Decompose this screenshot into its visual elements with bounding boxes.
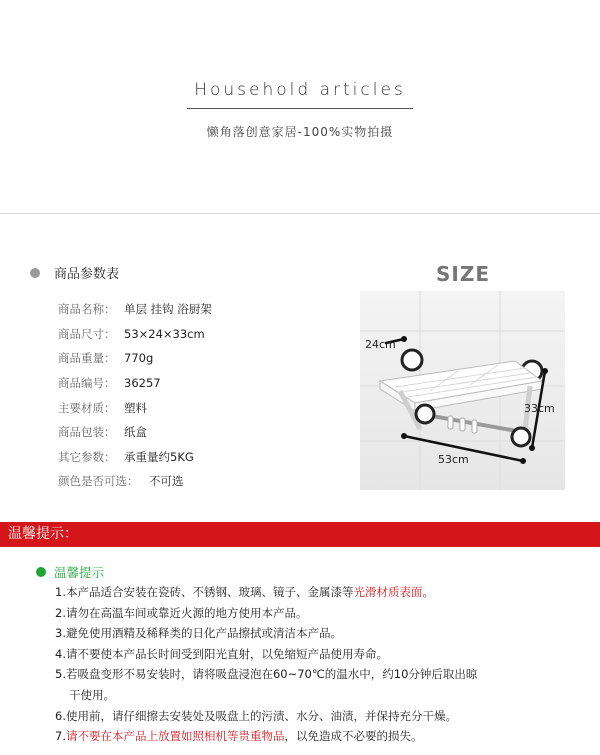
hero-title: Household articles: [194, 80, 406, 100]
tip-item: [55, 706, 595, 727]
bullet-dot-icon: [36, 567, 46, 577]
tip-text: 5.若吸盘变形不易安装时，请将吸盘浸泡在60~70℃的温水中，约10分钟后取出晾: [55, 667, 478, 682]
width-label: 53cm: [438, 453, 469, 466]
bullet-dot-icon: [30, 268, 40, 278]
spec-key: 主要材质：: [58, 400, 116, 415]
spec-value: 770g: [124, 351, 154, 366]
tip-item-continuation: [55, 685, 595, 706]
tip-text: 1.本产品适合安装在瓷砖、不锈钢、玻璃、镜子、金属漆等: [55, 585, 354, 599]
tip-text: 6.使用前，请仔细擦去安装处及吸盘上的污渍、水分、油渍，并保持充分干燥。: [55, 708, 457, 723]
tip-highlight: 光滑材质表面: [353, 585, 423, 599]
spec-key: 商品编号：: [58, 376, 116, 391]
spec-heading: [30, 263, 119, 282]
spec-row: [58, 445, 212, 470]
spec-row: [58, 469, 212, 494]
tip-item: [55, 623, 595, 644]
height-label: 33cm: [524, 402, 555, 415]
section-divider: [0, 213, 600, 214]
spec-value: 单层 挂钩 浴厨架: [124, 302, 212, 317]
hero-subtitle: 懒角落创意家居-100%实物拍摄: [206, 125, 394, 139]
tip-text: 2.请勿在高温车间或靠近火源的地方使用本产品。: [55, 605, 308, 620]
tip-suffix: 。: [422, 585, 434, 599]
tip-text: 干使用。: [69, 687, 115, 702]
spec-key: 商品名称：: [58, 302, 116, 317]
tip-item: [55, 603, 595, 624]
tip-item: [55, 664, 595, 685]
tip-text: 4.请不要使本产品长时间受到阳光直射，以免缩短产品使用寿命。: [55, 646, 388, 661]
tip-item: [55, 582, 595, 603]
spec-key: 其它参数：: [58, 449, 116, 464]
spec-row: [58, 420, 212, 445]
product-photo: [360, 291, 565, 490]
tips-heading: [36, 563, 104, 581]
tip-item: [55, 726, 595, 747]
spec-value: 承重量约5KG: [124, 449, 194, 464]
hero-divider: [187, 108, 413, 109]
depth-label: 24cm: [365, 338, 396, 351]
tip-text: 3.避免使用酒精及稀释类的日化产品擦拭或清洁本产品。: [55, 626, 342, 641]
spec-row: [58, 322, 212, 347]
spec-key: 商品包装：: [58, 425, 116, 440]
tips-list: [55, 582, 595, 747]
size-title: SIZE: [436, 262, 491, 286]
spec-value: 36257: [124, 376, 161, 391]
spec-row: [58, 346, 212, 371]
tip-suffix: ，以免造成不必要的损失。: [284, 729, 423, 744]
spec-value: 不可选: [149, 474, 184, 489]
spec-row: [58, 371, 212, 396]
tip-highlight: 请不要在本产品上放置如照相机等贵重物品: [65, 729, 285, 744]
spec-value: 纸盒: [124, 425, 147, 440]
spec-heading-label: 商品参数表: [54, 267, 120, 282]
spec-key: 商品重量：: [58, 351, 116, 366]
spec-value: 塑料: [124, 400, 147, 415]
spec-key: 颜色是否可选：: [58, 474, 139, 489]
spec-value: 53×24×33cm: [124, 326, 205, 341]
spec-table: [58, 297, 212, 494]
tips-heading-label: 温馨提示: [54, 565, 105, 580]
tip-item: [55, 644, 595, 665]
hero-banner: [0, 0, 600, 213]
tips-banner: 温馨提示：: [0, 522, 600, 547]
spec-key: 商品尺寸：: [58, 326, 116, 341]
spec-row: [58, 395, 212, 420]
tip-text: 7.: [55, 729, 66, 744]
spec-row: [58, 297, 212, 322]
